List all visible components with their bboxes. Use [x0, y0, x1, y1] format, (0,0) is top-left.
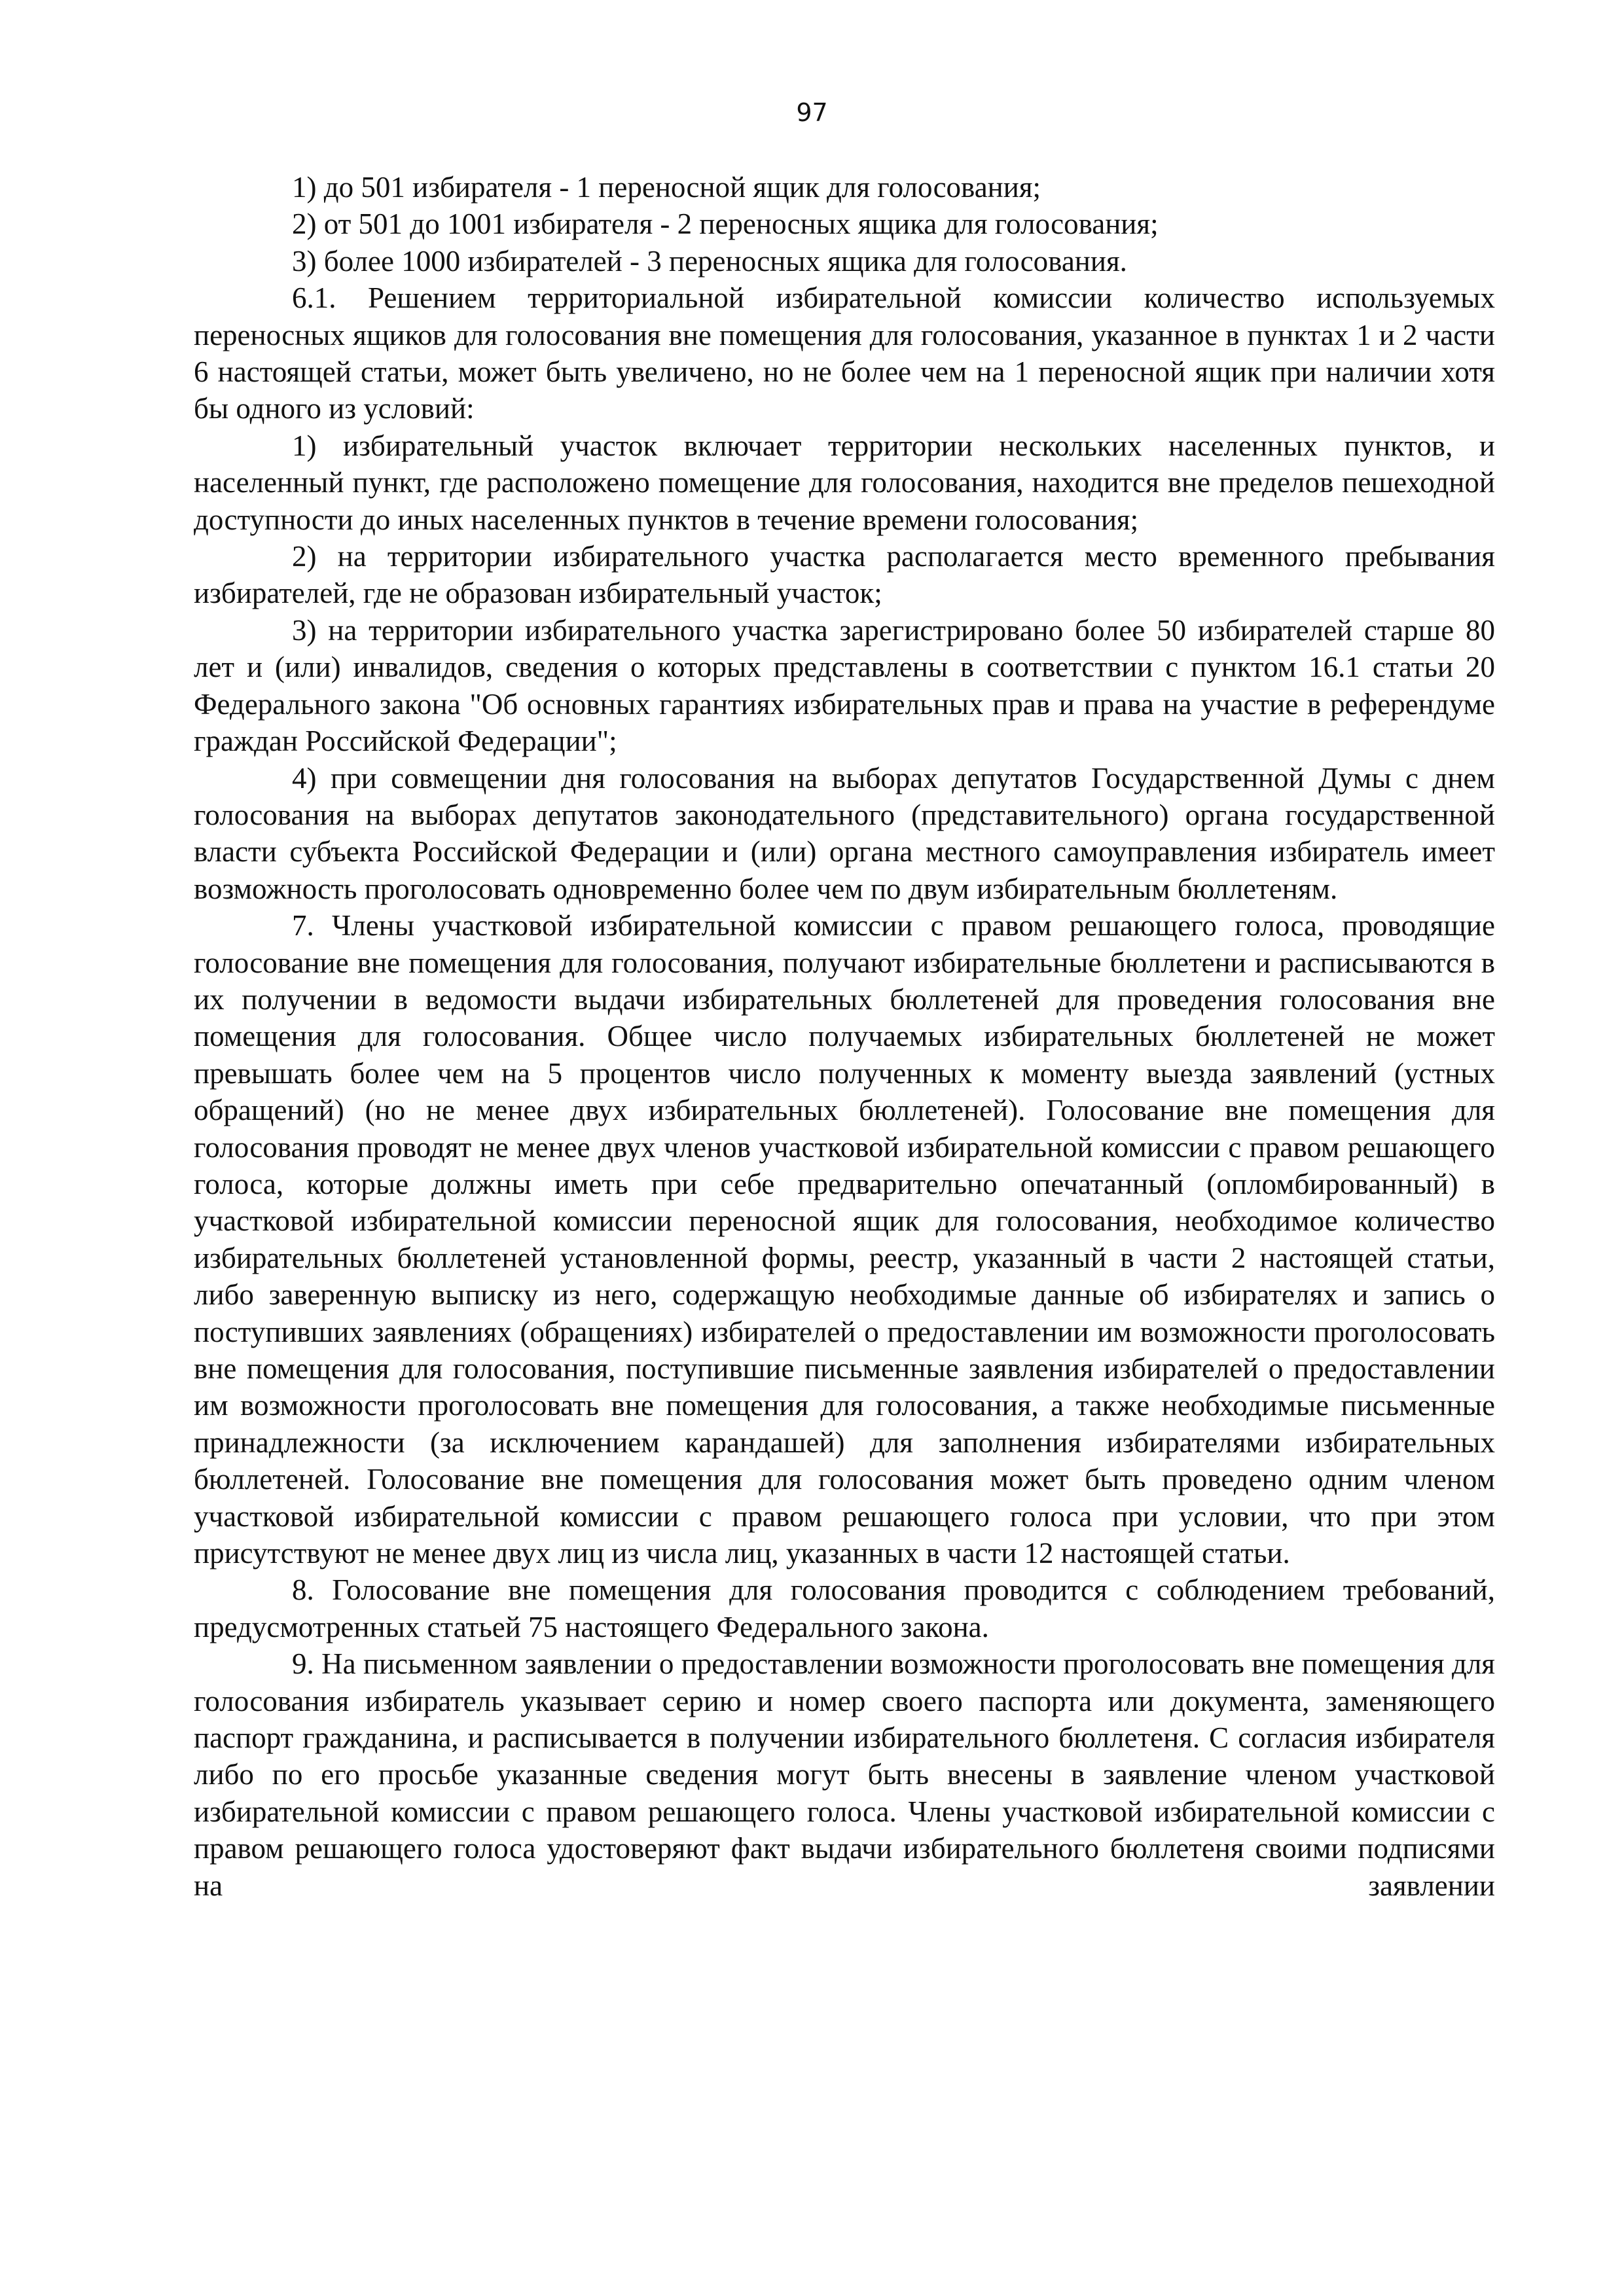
paragraph-item-3: 3) более 1000 избирателей - 3 переносных ящика для голосования.	[292, 244, 1127, 278]
paragraph-item-1: 1) до 501 избирателя - 1 переносной ящик для голосования;	[292, 171, 1041, 204]
paragraph-condition-2: 2) на территории избирательного участка располагается место временного пребывания избирателей, где не образован избирательный участок;	[194, 540, 1495, 610]
paragraph-condition-3: 3) на территории избирательного участка зарегистрировано более 50 избирателей старше 80 лет и (или) инвалидов, сведения о которых представлены в соответствии с пунктом 16.1 статьи 20 Федерального закона "Об основных гарантиях избирательных прав и права на участие в референдуме граждан Российской Федерации";	[194, 613, 1495, 758]
paragraph-6-1: 6.1. Решением территориальной избирательной комиссии количество используемых переносных ящиков для голосования вне помещения для голосования, указанное в пунктах 1 и 2 части 6 настоящей статьи, может быть увеличено, но не более чем на 1 переносной ящик при наличии хотя бы одного из условий:	[194, 281, 1495, 425]
page-body	[194, 169, 1495, 1904]
paragraph-item-2: 2) от 501 до 1001 избирателя - 2 переносных ящика для голосования;	[292, 207, 1159, 241]
paragraph-9: 9. На письменном заявлении о предоставлении возможности проголосовать вне помещения для голосования избиратель указывает серию и номер своего паспорта или документа, заменяющего паспорт гражданина, и расписывается в получении избирательного бюллетеня. С согласия избирателя либо по его просьбе указанные сведения могут быть внесены в заявление членом участковой избирательной комиссии с правом решающего голоса. Члены участковой избирательной комиссии с правом решающего голоса удостоверяют факт выдачи избирательного бюллетеня своими подписями на заявлении	[194, 1647, 1495, 1902]
paragraph-condition-4: 4) при совмещении дня голосования на выборах депутатов Государственной Думы с днем голосования на выборах депутатов законодательного (представительного) органа государственной власти субъекта Российской Федерации и (или) органа местного самоуправления избиратель имеет возможность проголосовать одновременно более чем по двум избирательным бюллетеням.	[194, 761, 1495, 905]
paragraph-8: 8. Голосование вне помещения для голосования проводится с соблюдением требований, предусмотренных статьей 75 настоящего Федерального закона.	[194, 1573, 1495, 1643]
paragraph-7: 7. Члены участковой избирательной комиссии с правом решающего голоса, проводящие голосование вне помещения для голосования, получают избирательные бюллетени и расписываются в их получении в ведомости выдачи избирательных бюллетеней для проведения голосования вне помещения для голосования. Общее число получаемых избирательных бюллетеней не может превышать более чем на 5 процентов число полученных к моменту выезда заявлений (устных обращений) (но не менее двух избирательных бюллетеней). Голосование вне помещения для голосования проводят не менее двух членов участковой избирательной комиссии с правом решающего голоса, которые должны иметь при себе предварительно опечатанный (опломбированный) в участковой избирательной комиссии переносной ящик для голосования, необходимое количество избирательных бюллетеней установленной формы, реестр, указанный в части 2 настоящей статьи, либо заверенную выписку из него, содержащую необходимые данные об избирателях и запись о поступивших заявлениях (обращениях) избирателей о предоставлении им возможности проголосовать вне помещения для голосования, поступившие письменные заявления избирателей о предоставлении им возможности проголосовать вне помещения для голосования, а также необходимые письменные принадлежности (за исключением карандашей) для заполнения избирателями избирательных бюллетеней. Голосование вне помещения для голосования может быть проведено одним членом участковой избирательной комиссии с правом решающего голоса при условии, что при этом присутствуют не менее двух лиц из числа лиц, указанных в части 12 настоящей статьи.	[194, 909, 1495, 1570]
paragraph-condition-1: 1) избирательный участок включает территории нескольких населенных пунктов, и населенный пункт, где расположено помещение для голосования, находится вне пределов пешеходной доступности до иных населенных пунктов в течение времени голосования;	[194, 429, 1495, 536]
page-number: 97	[796, 98, 828, 127]
